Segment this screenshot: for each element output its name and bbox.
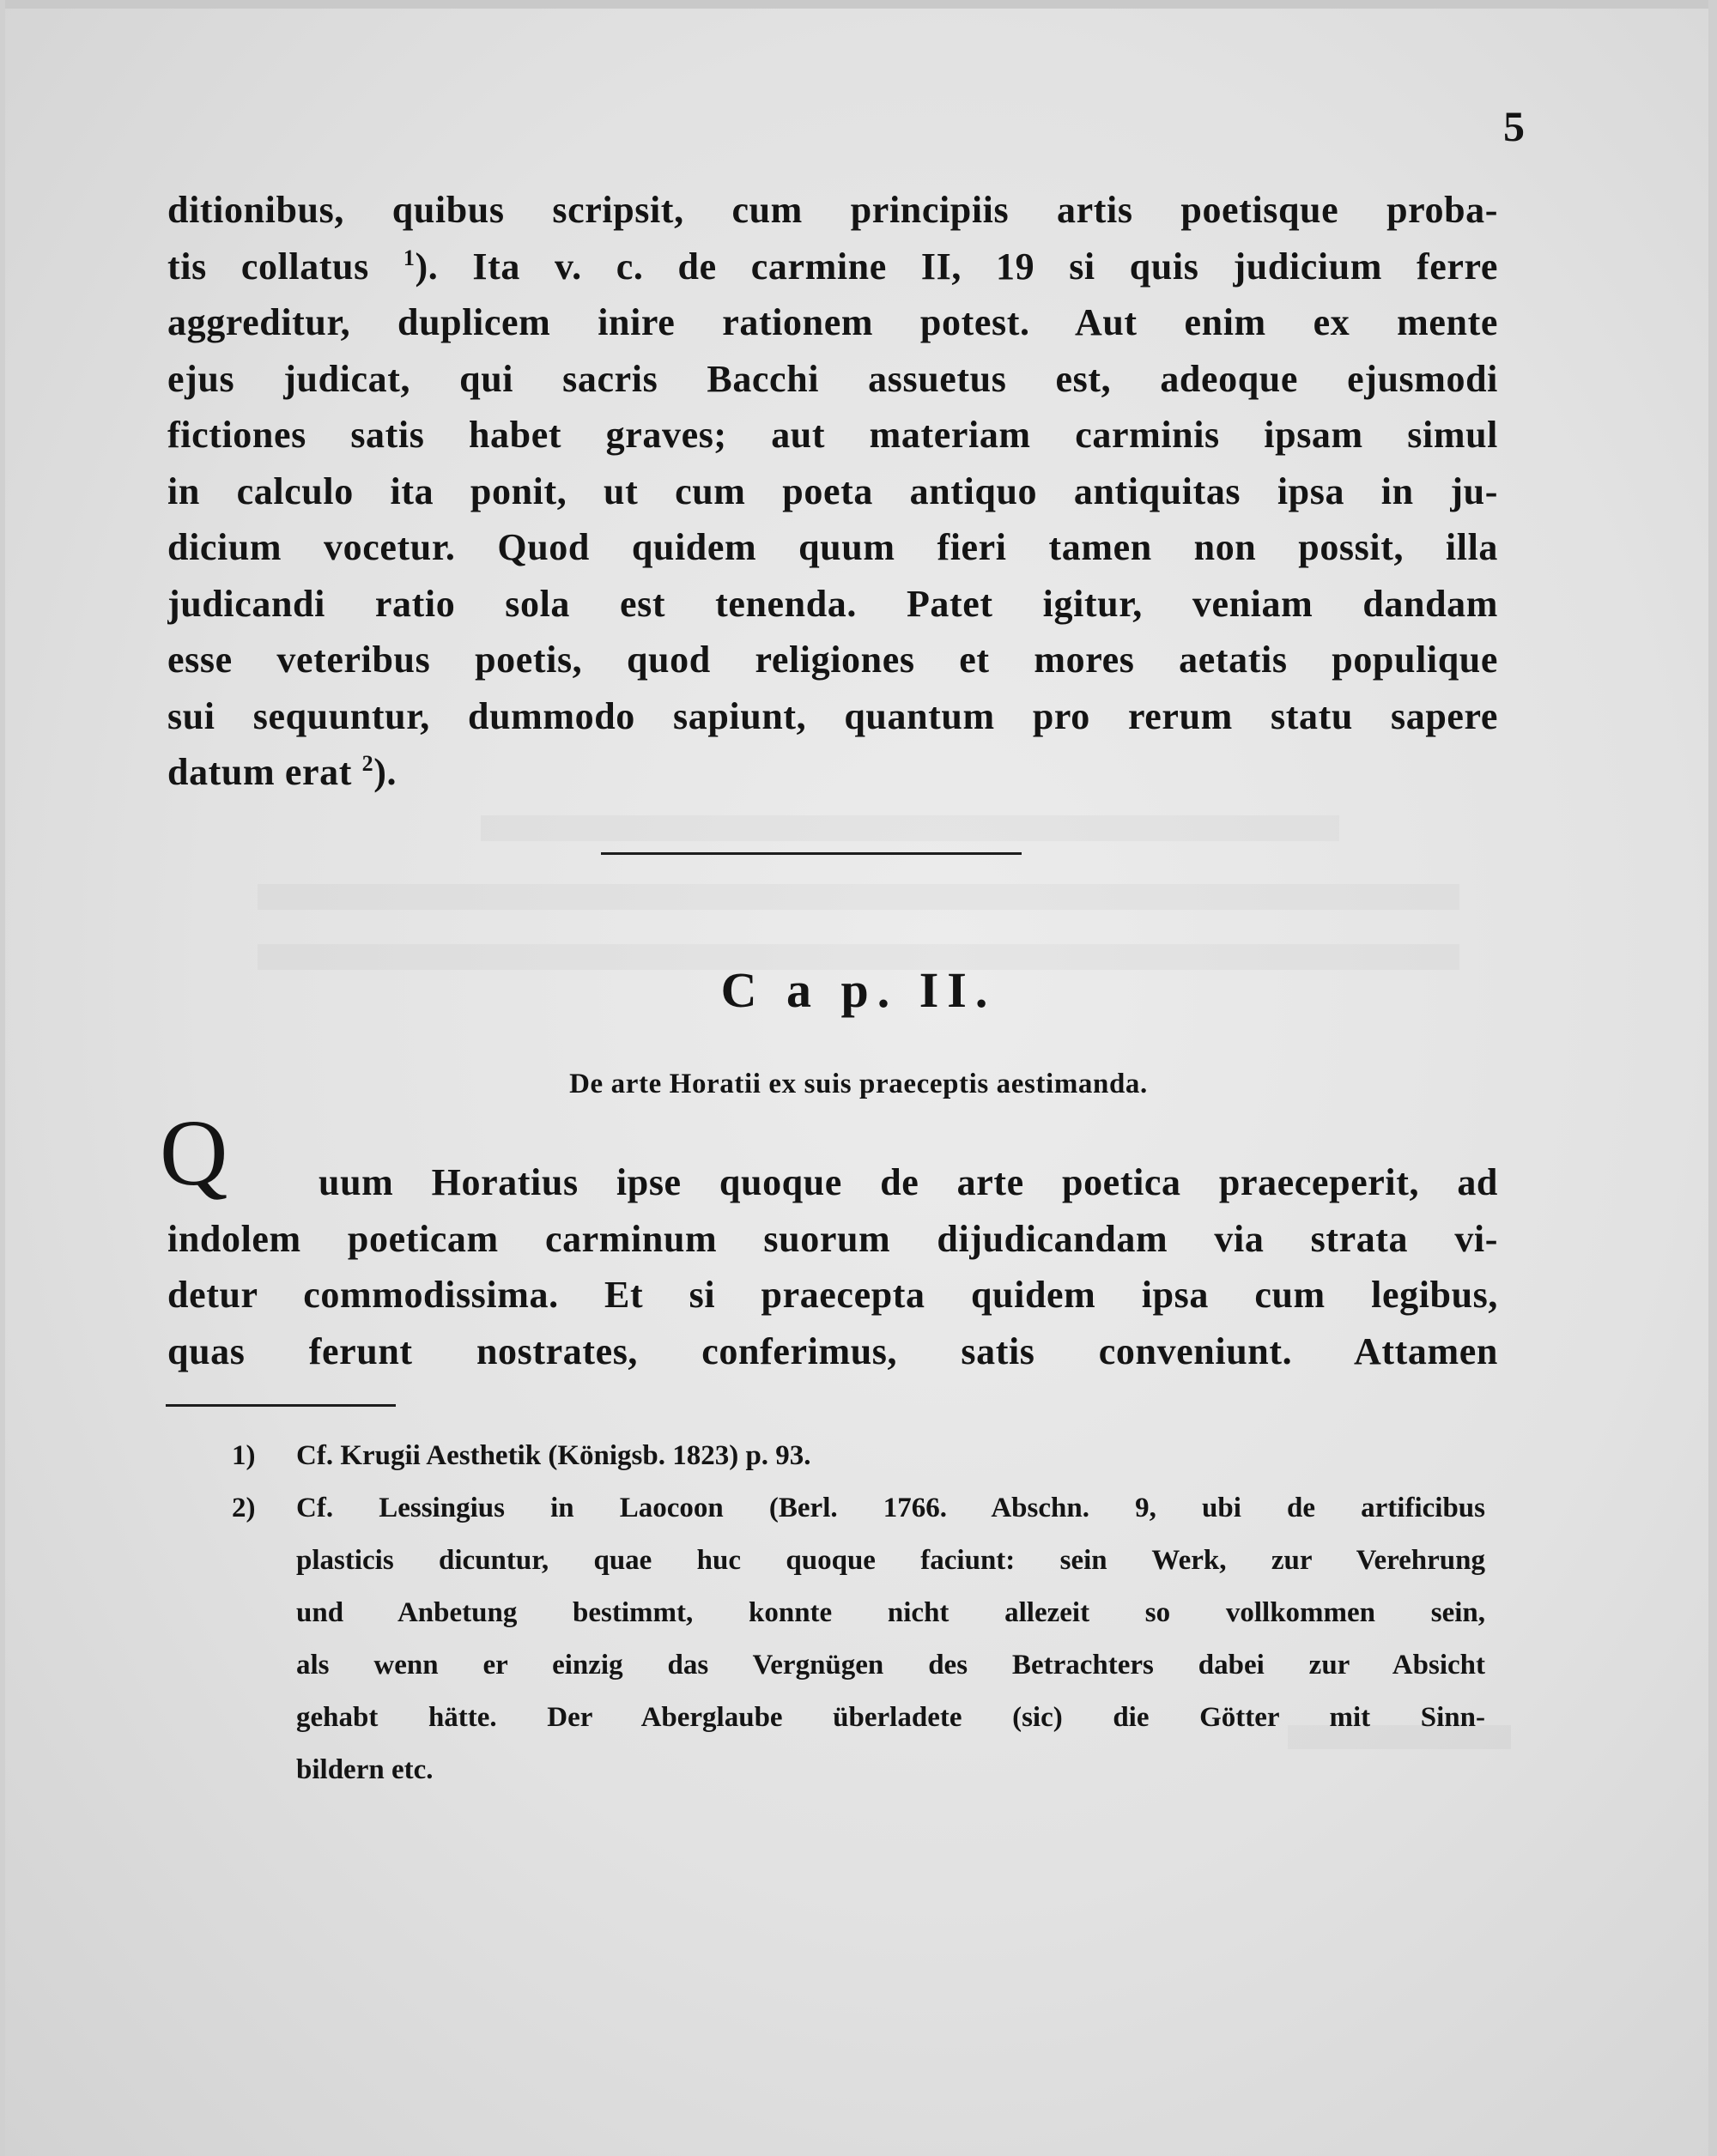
text-line: in calculo ita ponit, ut cum poeta antiquo antiquitas ipsa in ju-: [167, 469, 1498, 512]
footnote-line: plasticis dicuntur, quae huc quoque faciunt: sein Werk, zur Verehrung: [296, 1545, 1485, 1576]
text-line: [167, 744, 1498, 801]
footnote-divider: [166, 1404, 396, 1407]
text-line: ditionibus, quibus scripsit, cum principiis artis poetisque proba-: [167, 189, 1498, 231]
text-line: aggreditur, duplicem inire rationem potest. Aut enim ex mente: [167, 301, 1498, 343]
footnote-2: [232, 1482, 1485, 1796]
footnote-line: und Anbetung bestimmt, konnte nicht allezeit so vollkommen sein,: [296, 1597, 1485, 1628]
paragraph-2: [167, 1154, 1498, 1379]
text-line: dicium vocetur. Quod quidem quum fieri tamen non possit, illa: [167, 526, 1498, 568]
footnote-line: gehabt hätte. Der Aberglaube überladete (sic) die Götter mit Sinn-: [296, 1702, 1485, 1733]
section-divider: [601, 852, 1022, 855]
text-line: detur commodissima. Et si praecepta quidem ipsa cum legibus,: [167, 1274, 1498, 1316]
text-fragment: ).: [373, 751, 397, 793]
text-line: quas ferunt nostrates, conferimus, satis conveniunt. Attamen: [167, 1329, 1498, 1372]
text-fragment: datum erat: [167, 751, 352, 793]
text-line: esse veteribus poetis, quod religiones et mores aetatis populique: [167, 639, 1498, 681]
footnote-number: 2): [232, 1493, 256, 1523]
footnote-ref-1: 1: [403, 245, 416, 270]
text-fragment: tis collatus: [167, 245, 369, 288]
show-through-mark: [481, 815, 1339, 841]
text-line: uum Horatius ipse quoque de arte poetica praeceperit, ad: [319, 1161, 1498, 1203]
chapter-subtitle: De arte Horatii ex suis praeceptis aestimanda.: [569, 1069, 1148, 1099]
text-line: sui sequuntur, dummodo sapiunt, quantum pro rerum statu sapere: [167, 694, 1498, 737]
text-line: [167, 239, 1498, 295]
footnote-line: bildern etc.: [296, 1754, 434, 1785]
scan-edge-top: [0, 0, 1717, 9]
footnote-number: 1): [232, 1440, 256, 1471]
chapter-heading: C a p. II.: [720, 962, 997, 1018]
show-through-mark: [258, 884, 1459, 910]
text-fragment: ). Ita v. c. de carmine II, 19 si quis judicium ferre: [415, 245, 1498, 288]
footnotes: [232, 1430, 1485, 1796]
text-line: judicandi ratio sola est tenenda. Patet igitur, veniam dandam: [167, 582, 1498, 625]
footnote-line: Cf. Krugii Aesthetik (Königsb. 1823) p. 93.: [296, 1440, 811, 1471]
footnote-line: als wenn er einzig das Vergnügen des Betrachters dabei zur Absicht: [296, 1650, 1485, 1681]
drop-cap: Q: [160, 1100, 228, 1205]
footnote-line: Cf. Lessingius in Laocoon (Berl. 1766. Abschn. 9, ubi de artificibus: [296, 1493, 1485, 1523]
footnote-ref-2: 2: [361, 751, 374, 776]
text-line: indolem poeticam carminum suorum dijudicandam via strata vi-: [167, 1217, 1498, 1260]
text-line: fictiones satis habet graves; aut materiam carminis ipsam simul: [167, 414, 1498, 456]
paragraph-1: [167, 182, 1498, 801]
text-line: ejus judicat, qui sacris Bacchi assuetus est, adeoque ejusmodi: [167, 357, 1498, 400]
page-number: 5: [1503, 102, 1525, 150]
footnote-1: [232, 1430, 1485, 1482]
